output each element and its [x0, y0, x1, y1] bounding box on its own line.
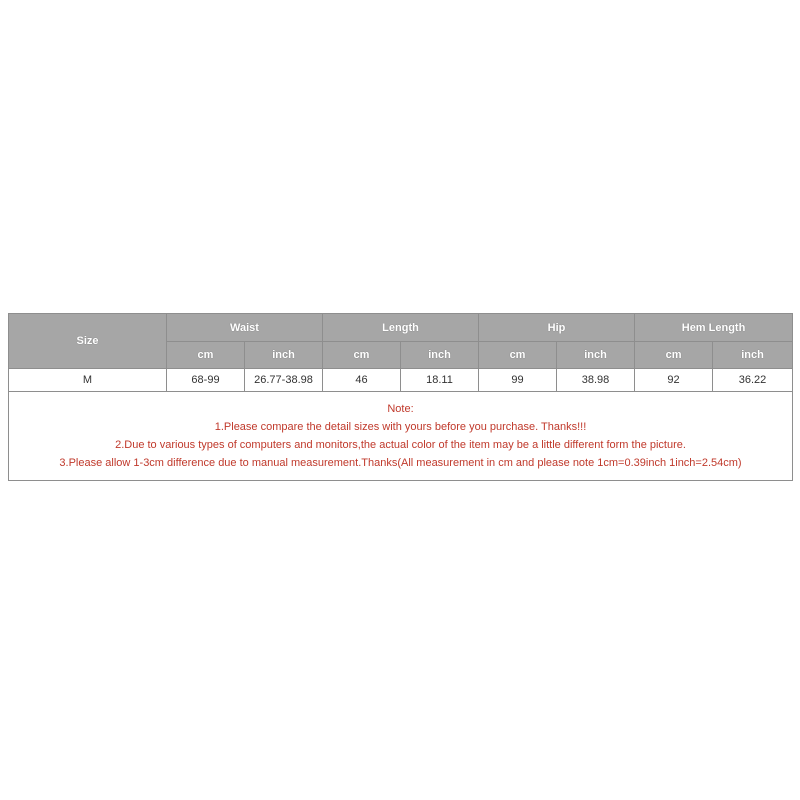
hem-length-header	[635, 314, 793, 342]
waist-header-label: Waist	[230, 321, 259, 334]
unit-header	[713, 342, 793, 369]
unit-label: cm	[353, 349, 370, 361]
size-table	[8, 313, 793, 481]
unit-header	[245, 342, 323, 369]
header-row-groups	[9, 314, 793, 342]
table-cell: 26.77-38.98	[245, 369, 323, 392]
size-cell: M	[9, 369, 167, 392]
unit-label: cm	[665, 349, 682, 361]
unit-label: inch	[272, 349, 295, 361]
note-cell	[9, 392, 793, 481]
unit-header	[557, 342, 635, 369]
table-cell: 99	[479, 369, 557, 392]
hip-header	[479, 314, 635, 342]
note-title: Note:	[387, 403, 414, 415]
unit-header	[401, 342, 479, 369]
length-header-label: Length	[382, 321, 419, 334]
unit-label: cm	[509, 349, 526, 361]
unit-header	[479, 342, 557, 369]
table-cell: 38.98	[557, 369, 635, 392]
note-row	[9, 392, 793, 481]
waist-header	[167, 314, 323, 342]
unit-label: cm	[197, 349, 214, 361]
table-cell: 68-99	[167, 369, 245, 392]
note-line: 2.Due to various types of computers and monitors,the actual color of the item may be a little different form the picture.	[115, 439, 686, 451]
unit-label: inch	[741, 349, 764, 361]
unit-header	[323, 342, 401, 369]
table-row	[9, 369, 793, 392]
unit-header	[635, 342, 713, 369]
size-chart	[8, 313, 792, 487]
size-header	[9, 314, 167, 369]
unit-label: inch	[428, 349, 451, 361]
size-header-label: Size	[76, 335, 99, 347]
note-line: 3.Please allow 1-3cm difference due to manual measurement.Thanks(All measurement in cm and please note 1cm=0.39inch 1inch=2.54cm)	[59, 457, 742, 469]
unit-header	[167, 342, 245, 369]
table-cell: 92	[635, 369, 713, 392]
length-header	[323, 314, 479, 342]
table-cell: 46	[323, 369, 401, 392]
table-cell: 18.11	[401, 369, 479, 392]
table-cell: 36.22	[713, 369, 793, 392]
unit-label: inch	[584, 349, 607, 361]
note-line: 1.Please compare the detail sizes with yours before you purchase. Thanks!!!	[214, 421, 587, 433]
hem-length-header-label: Hem Length	[681, 321, 746, 334]
hip-header-label: Hip	[547, 321, 566, 334]
